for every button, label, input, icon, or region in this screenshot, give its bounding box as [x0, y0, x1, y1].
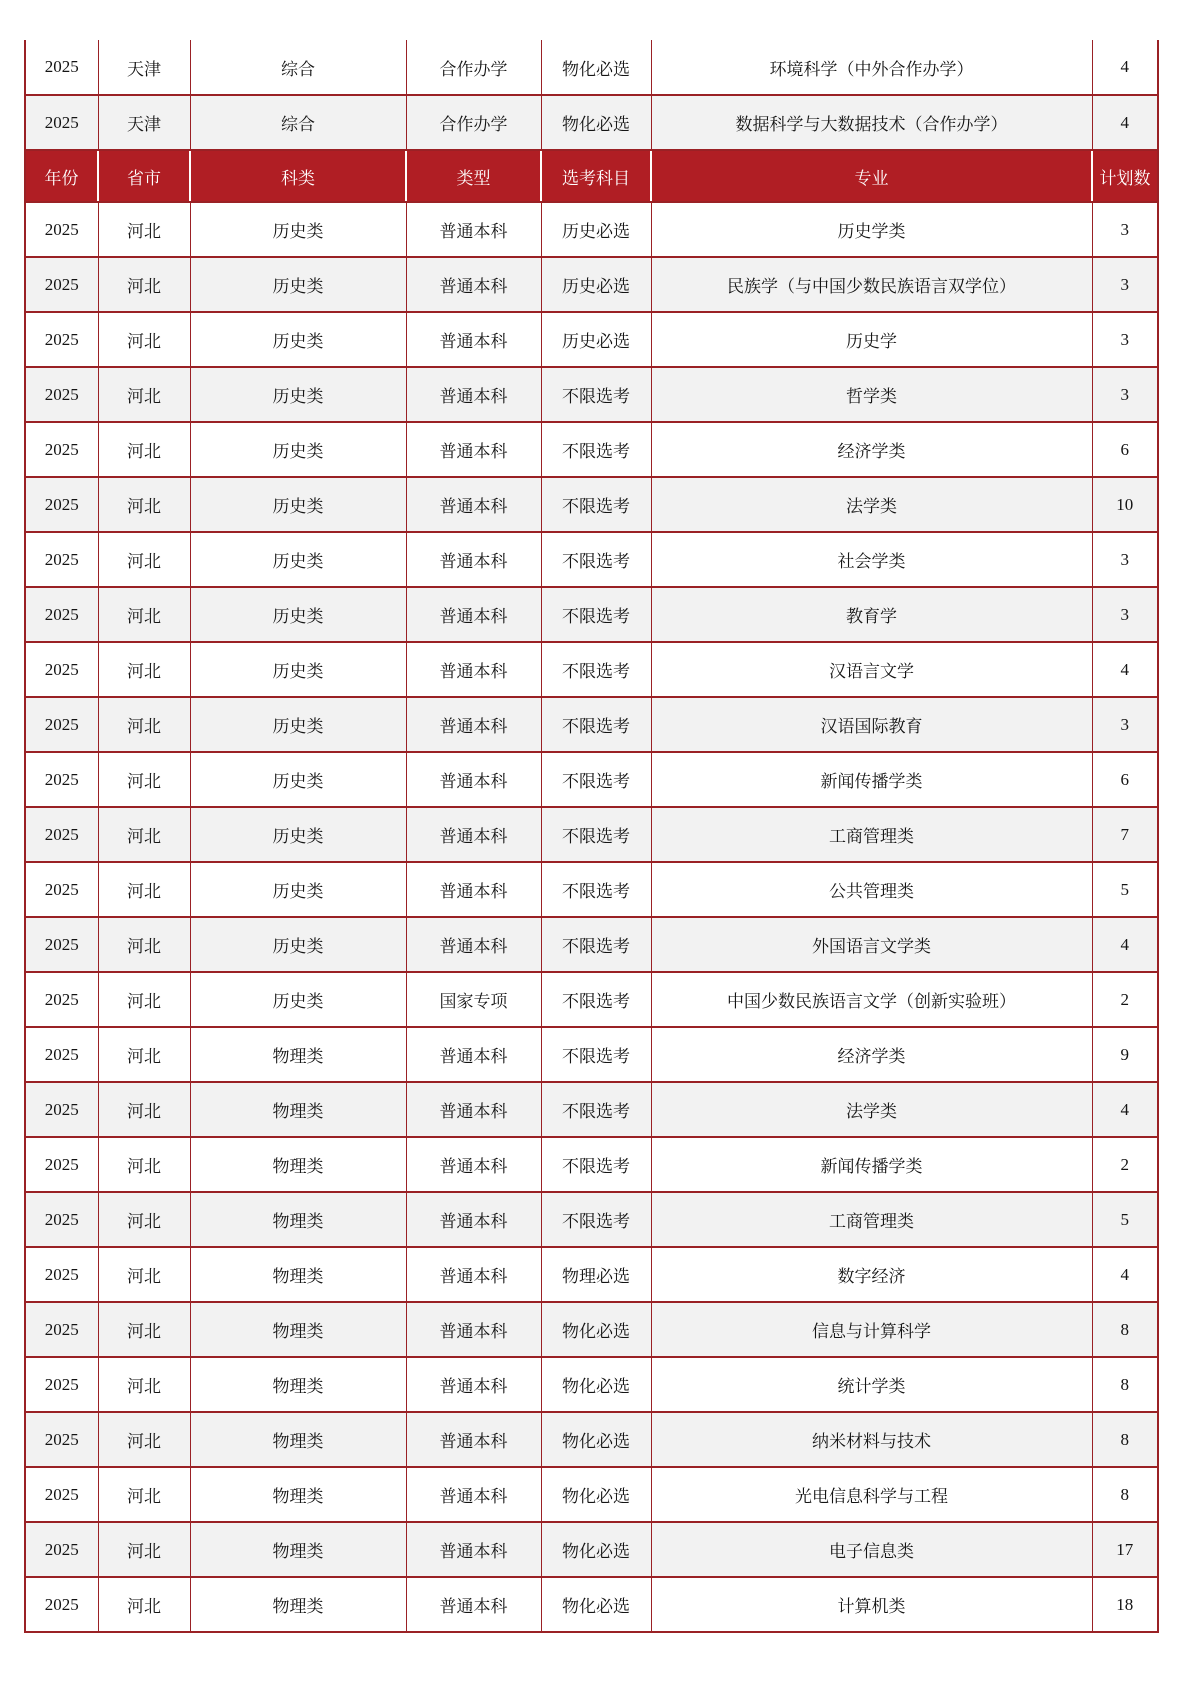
cell-subjects: 物理必选 — [541, 1247, 651, 1302]
cell-subjects: 不限选考 — [541, 697, 651, 752]
cell-category: 历史类 — [190, 642, 406, 697]
cell-subjects: 物化必选 — [541, 1412, 651, 1467]
cell-major: 历史学类 — [651, 202, 1092, 257]
cell-type: 普通本科 — [406, 1247, 541, 1302]
cell-major: 光电信息科学与工程 — [651, 1467, 1092, 1522]
cell-subjects: 不限选考 — [541, 422, 651, 477]
cell-province: 河北 — [98, 587, 190, 642]
table-body — [25, 40, 1158, 1632]
cell-plan-count: 4 — [1092, 917, 1158, 972]
cell-province: 河北 — [98, 752, 190, 807]
cell-year: 2025 — [25, 1522, 98, 1577]
cell-subjects: 不限选考 — [541, 807, 651, 862]
cell-major: 数据科学与大数据技术（合作办学） — [651, 95, 1092, 150]
cell-major: 汉语国际教育 — [651, 697, 1092, 752]
cell-category: 历史类 — [190, 972, 406, 1027]
cell-type: 普通本科 — [406, 1412, 541, 1467]
cell-subjects: 物化必选 — [541, 1467, 651, 1522]
cell-province: 河北 — [98, 202, 190, 257]
cell-plan-count: 2 — [1092, 1137, 1158, 1192]
cell-year: 2025 — [25, 202, 98, 257]
cell-plan-count: 8 — [1092, 1302, 1158, 1357]
cell-year: 2025 — [25, 697, 98, 752]
cell-year: 2025 — [25, 1302, 98, 1357]
cell-major: 民族学（与中国少数民族语言双学位） — [651, 257, 1092, 312]
cell-major: 社会学类 — [651, 532, 1092, 587]
cell-subjects: 不限选考 — [541, 1027, 651, 1082]
cell-category: 物理类 — [190, 1357, 406, 1412]
cell-subjects: 历史必选 — [541, 257, 651, 312]
cell-major: 经济学类 — [651, 1027, 1092, 1082]
cell-category: 历史类 — [190, 312, 406, 367]
cell-province: 河北 — [98, 1577, 190, 1632]
cell-province: 河北 — [98, 532, 190, 587]
cell-subjects: 历史必选 — [541, 202, 651, 257]
cell-type: 普通本科 — [406, 587, 541, 642]
table-row — [25, 972, 1158, 1027]
cell-type: 普通本科 — [406, 257, 541, 312]
cell-type: 普通本科 — [406, 642, 541, 697]
cell-province: 河北 — [98, 1357, 190, 1412]
cell-plan-count: 2 — [1092, 972, 1158, 1027]
header-year: 年份 — [25, 150, 98, 202]
cell-type: 普通本科 — [406, 1137, 541, 1192]
cell-plan-count: 3 — [1092, 697, 1158, 752]
cell-subjects: 不限选考 — [541, 752, 651, 807]
table-row — [25, 1577, 1158, 1632]
cell-category: 综合 — [190, 95, 406, 150]
cell-province: 河北 — [98, 477, 190, 532]
cell-category: 历史类 — [190, 257, 406, 312]
cell-year: 2025 — [25, 1192, 98, 1247]
cell-subjects: 物化必选 — [541, 1522, 651, 1577]
cell-plan-count: 5 — [1092, 1192, 1158, 1247]
cell-subjects: 不限选考 — [541, 1082, 651, 1137]
table-row — [25, 477, 1158, 532]
cell-category: 历史类 — [190, 422, 406, 477]
table-row — [25, 257, 1158, 312]
cell-major: 哲学类 — [651, 367, 1092, 422]
cell-category: 物理类 — [190, 1247, 406, 1302]
cell-type: 普通本科 — [406, 422, 541, 477]
cell-year: 2025 — [25, 312, 98, 367]
cell-province: 河北 — [98, 1412, 190, 1467]
cell-category: 物理类 — [190, 1027, 406, 1082]
cell-major: 工商管理类 — [651, 1192, 1092, 1247]
cell-major: 统计学类 — [651, 1357, 1092, 1412]
cell-plan-count: 9 — [1092, 1027, 1158, 1082]
cell-province: 河北 — [98, 917, 190, 972]
table-row — [25, 95, 1158, 150]
header-category: 科类 — [190, 150, 406, 202]
cell-subjects: 不限选考 — [541, 587, 651, 642]
table-row — [25, 917, 1158, 972]
cell-province: 河北 — [98, 642, 190, 697]
cell-province: 河北 — [98, 697, 190, 752]
cell-province: 河北 — [98, 972, 190, 1027]
cell-category: 历史类 — [190, 807, 406, 862]
cell-province: 河北 — [98, 1082, 190, 1137]
cell-plan-count: 7 — [1092, 807, 1158, 862]
cell-type: 普通本科 — [406, 862, 541, 917]
cell-category: 历史类 — [190, 917, 406, 972]
cell-province: 河北 — [98, 1302, 190, 1357]
cell-category: 综合 — [190, 40, 406, 95]
cell-plan-count: 10 — [1092, 477, 1158, 532]
cell-major: 公共管理类 — [651, 862, 1092, 917]
cell-major: 经济学类 — [651, 422, 1092, 477]
cell-province: 河北 — [98, 1247, 190, 1302]
cell-major: 新闻传播学类 — [651, 752, 1092, 807]
admission-plan-grid — [24, 40, 1159, 1633]
cell-plan-count: 4 — [1092, 40, 1158, 95]
cell-category: 历史类 — [190, 202, 406, 257]
cell-type: 普通本科 — [406, 1302, 541, 1357]
cell-type: 普通本科 — [406, 312, 541, 367]
cell-year: 2025 — [25, 1137, 98, 1192]
cell-major: 新闻传播学类 — [651, 1137, 1092, 1192]
cell-major: 纳米材料与技术 — [651, 1412, 1092, 1467]
cell-plan-count: 8 — [1092, 1357, 1158, 1412]
cell-type: 合作办学 — [406, 40, 541, 95]
table-row — [25, 202, 1158, 257]
cell-major: 汉语言文学 — [651, 642, 1092, 697]
table-row — [25, 1027, 1158, 1082]
cell-subjects: 不限选考 — [541, 477, 651, 532]
cell-year: 2025 — [25, 477, 98, 532]
cell-year: 2025 — [25, 752, 98, 807]
cell-subjects: 不限选考 — [541, 1192, 651, 1247]
cell-year: 2025 — [25, 367, 98, 422]
cell-subjects: 不限选考 — [541, 972, 651, 1027]
cell-year: 2025 — [25, 917, 98, 972]
table-row — [25, 312, 1158, 367]
cell-type: 合作办学 — [406, 95, 541, 150]
cell-plan-count: 3 — [1092, 587, 1158, 642]
cell-province: 河北 — [98, 1522, 190, 1577]
cell-province: 河北 — [98, 1137, 190, 1192]
cell-plan-count: 3 — [1092, 312, 1158, 367]
cell-year: 2025 — [25, 95, 98, 150]
cell-major: 电子信息类 — [651, 1522, 1092, 1577]
cell-plan-count: 4 — [1092, 95, 1158, 150]
cell-major: 历史学 — [651, 312, 1092, 367]
cell-year: 2025 — [25, 532, 98, 587]
cell-subjects: 物化必选 — [541, 1577, 651, 1632]
cell-subjects: 物化必选 — [541, 95, 651, 150]
cell-plan-count: 17 — [1092, 1522, 1158, 1577]
cell-type: 普通本科 — [406, 917, 541, 972]
cell-year: 2025 — [25, 1357, 98, 1412]
table-row — [25, 1302, 1158, 1357]
cell-category: 物理类 — [190, 1302, 406, 1357]
table-row — [25, 1467, 1158, 1522]
header-plan-count: 计划数 — [1092, 150, 1158, 202]
cell-year: 2025 — [25, 1412, 98, 1467]
cell-category: 历史类 — [190, 367, 406, 422]
cell-province: 河北 — [98, 312, 190, 367]
cell-subjects: 物化必选 — [541, 1302, 651, 1357]
cell-category: 历史类 — [190, 862, 406, 917]
cell-plan-count: 8 — [1092, 1412, 1158, 1467]
cell-type: 普通本科 — [406, 752, 541, 807]
cell-type: 普通本科 — [406, 477, 541, 532]
cell-plan-count: 3 — [1092, 202, 1158, 257]
cell-province: 河北 — [98, 862, 190, 917]
cell-type: 国家专项 — [406, 972, 541, 1027]
table-row — [25, 367, 1158, 422]
cell-type: 普通本科 — [406, 1192, 541, 1247]
cell-subjects: 不限选考 — [541, 532, 651, 587]
cell-category: 物理类 — [190, 1412, 406, 1467]
cell-major: 外国语言文学类 — [651, 917, 1092, 972]
table-row — [25, 862, 1158, 917]
cell-year: 2025 — [25, 422, 98, 477]
table-row — [25, 1357, 1158, 1412]
table-row — [25, 1247, 1158, 1302]
cell-province: 河北 — [98, 1027, 190, 1082]
cell-plan-count: 6 — [1092, 752, 1158, 807]
cell-major: 数字经济 — [651, 1247, 1092, 1302]
cell-major: 中国少数民族语言文学（创新实验班） — [651, 972, 1092, 1027]
cell-subjects: 不限选考 — [541, 1137, 651, 1192]
header-type: 类型 — [406, 150, 541, 202]
cell-year: 2025 — [25, 587, 98, 642]
cell-year: 2025 — [25, 1577, 98, 1632]
table-row — [25, 1082, 1158, 1137]
cell-plan-count: 18 — [1092, 1577, 1158, 1632]
cell-year: 2025 — [25, 862, 98, 917]
cell-category: 物理类 — [190, 1192, 406, 1247]
cell-province: 天津 — [98, 40, 190, 95]
cell-subjects: 不限选考 — [541, 642, 651, 697]
cell-type: 普通本科 — [406, 202, 541, 257]
table-row — [25, 1137, 1158, 1192]
cell-subjects: 不限选考 — [541, 367, 651, 422]
cell-province: 河北 — [98, 367, 190, 422]
cell-category: 物理类 — [190, 1082, 406, 1137]
table-row — [25, 807, 1158, 862]
cell-plan-count: 5 — [1092, 862, 1158, 917]
cell-year: 2025 — [25, 40, 98, 95]
cell-type: 普通本科 — [406, 1027, 541, 1082]
header-major: 专业 — [651, 150, 1092, 202]
table-row — [25, 40, 1158, 95]
cell-year: 2025 — [25, 257, 98, 312]
cell-plan-count: 3 — [1092, 532, 1158, 587]
cell-type: 普通本科 — [406, 1082, 541, 1137]
table-row — [25, 642, 1158, 697]
table-row — [25, 752, 1158, 807]
cell-type: 普通本科 — [406, 807, 541, 862]
cell-type: 普通本科 — [406, 1357, 541, 1412]
cell-plan-count: 3 — [1092, 367, 1158, 422]
table-row — [25, 587, 1158, 642]
header-subjects: 选考科目 — [541, 150, 651, 202]
cell-year: 2025 — [25, 807, 98, 862]
cell-type: 普通本科 — [406, 367, 541, 422]
cell-subjects: 历史必选 — [541, 312, 651, 367]
cell-subjects: 不限选考 — [541, 917, 651, 972]
cell-plan-count: 6 — [1092, 422, 1158, 477]
admission-plan-table — [24, 40, 1157, 1633]
cell-major: 法学类 — [651, 477, 1092, 532]
cell-type: 普通本科 — [406, 1577, 541, 1632]
cell-category: 历史类 — [190, 587, 406, 642]
cell-category: 历史类 — [190, 532, 406, 587]
table-row — [25, 422, 1158, 477]
cell-province: 河北 — [98, 257, 190, 312]
cell-category: 历史类 — [190, 477, 406, 532]
cell-type: 普通本科 — [406, 1467, 541, 1522]
cell-province: 河北 — [98, 422, 190, 477]
cell-province: 河北 — [98, 1467, 190, 1522]
cell-category: 物理类 — [190, 1467, 406, 1522]
cell-major: 工商管理类 — [651, 807, 1092, 862]
cell-year: 2025 — [25, 1027, 98, 1082]
cell-subjects: 物化必选 — [541, 40, 651, 95]
cell-plan-count: 3 — [1092, 257, 1158, 312]
cell-plan-count: 4 — [1092, 1247, 1158, 1302]
table-row — [25, 1522, 1158, 1577]
cell-category: 物理类 — [190, 1137, 406, 1192]
cell-province: 河北 — [98, 1192, 190, 1247]
cell-province: 河北 — [98, 807, 190, 862]
cell-major: 教育学 — [651, 587, 1092, 642]
cell-year: 2025 — [25, 1247, 98, 1302]
cell-major: 信息与计算科学 — [651, 1302, 1092, 1357]
cell-type: 普通本科 — [406, 697, 541, 752]
cell-subjects: 不限选考 — [541, 862, 651, 917]
cell-year: 2025 — [25, 972, 98, 1027]
cell-type: 普通本科 — [406, 532, 541, 587]
cell-major: 计算机类 — [651, 1577, 1092, 1632]
cell-year: 2025 — [25, 1467, 98, 1522]
cell-year: 2025 — [25, 642, 98, 697]
cell-category: 物理类 — [190, 1577, 406, 1632]
cell-plan-count: 4 — [1092, 642, 1158, 697]
cell-plan-count: 8 — [1092, 1467, 1158, 1522]
header-province: 省市 — [98, 150, 190, 202]
cell-major: 环境科学（中外合作办学） — [651, 40, 1092, 95]
cell-type: 普通本科 — [406, 1522, 541, 1577]
table-row — [25, 1412, 1158, 1467]
cell-plan-count: 4 — [1092, 1082, 1158, 1137]
cell-major: 法学类 — [651, 1082, 1092, 1137]
cell-category: 历史类 — [190, 697, 406, 752]
table-header-row — [25, 150, 1158, 202]
cell-category: 历史类 — [190, 752, 406, 807]
cell-year: 2025 — [25, 1082, 98, 1137]
cell-subjects: 物化必选 — [541, 1357, 651, 1412]
table-row — [25, 1192, 1158, 1247]
cell-province: 天津 — [98, 95, 190, 150]
table-row — [25, 697, 1158, 752]
table-row — [25, 532, 1158, 587]
cell-category: 物理类 — [190, 1522, 406, 1577]
